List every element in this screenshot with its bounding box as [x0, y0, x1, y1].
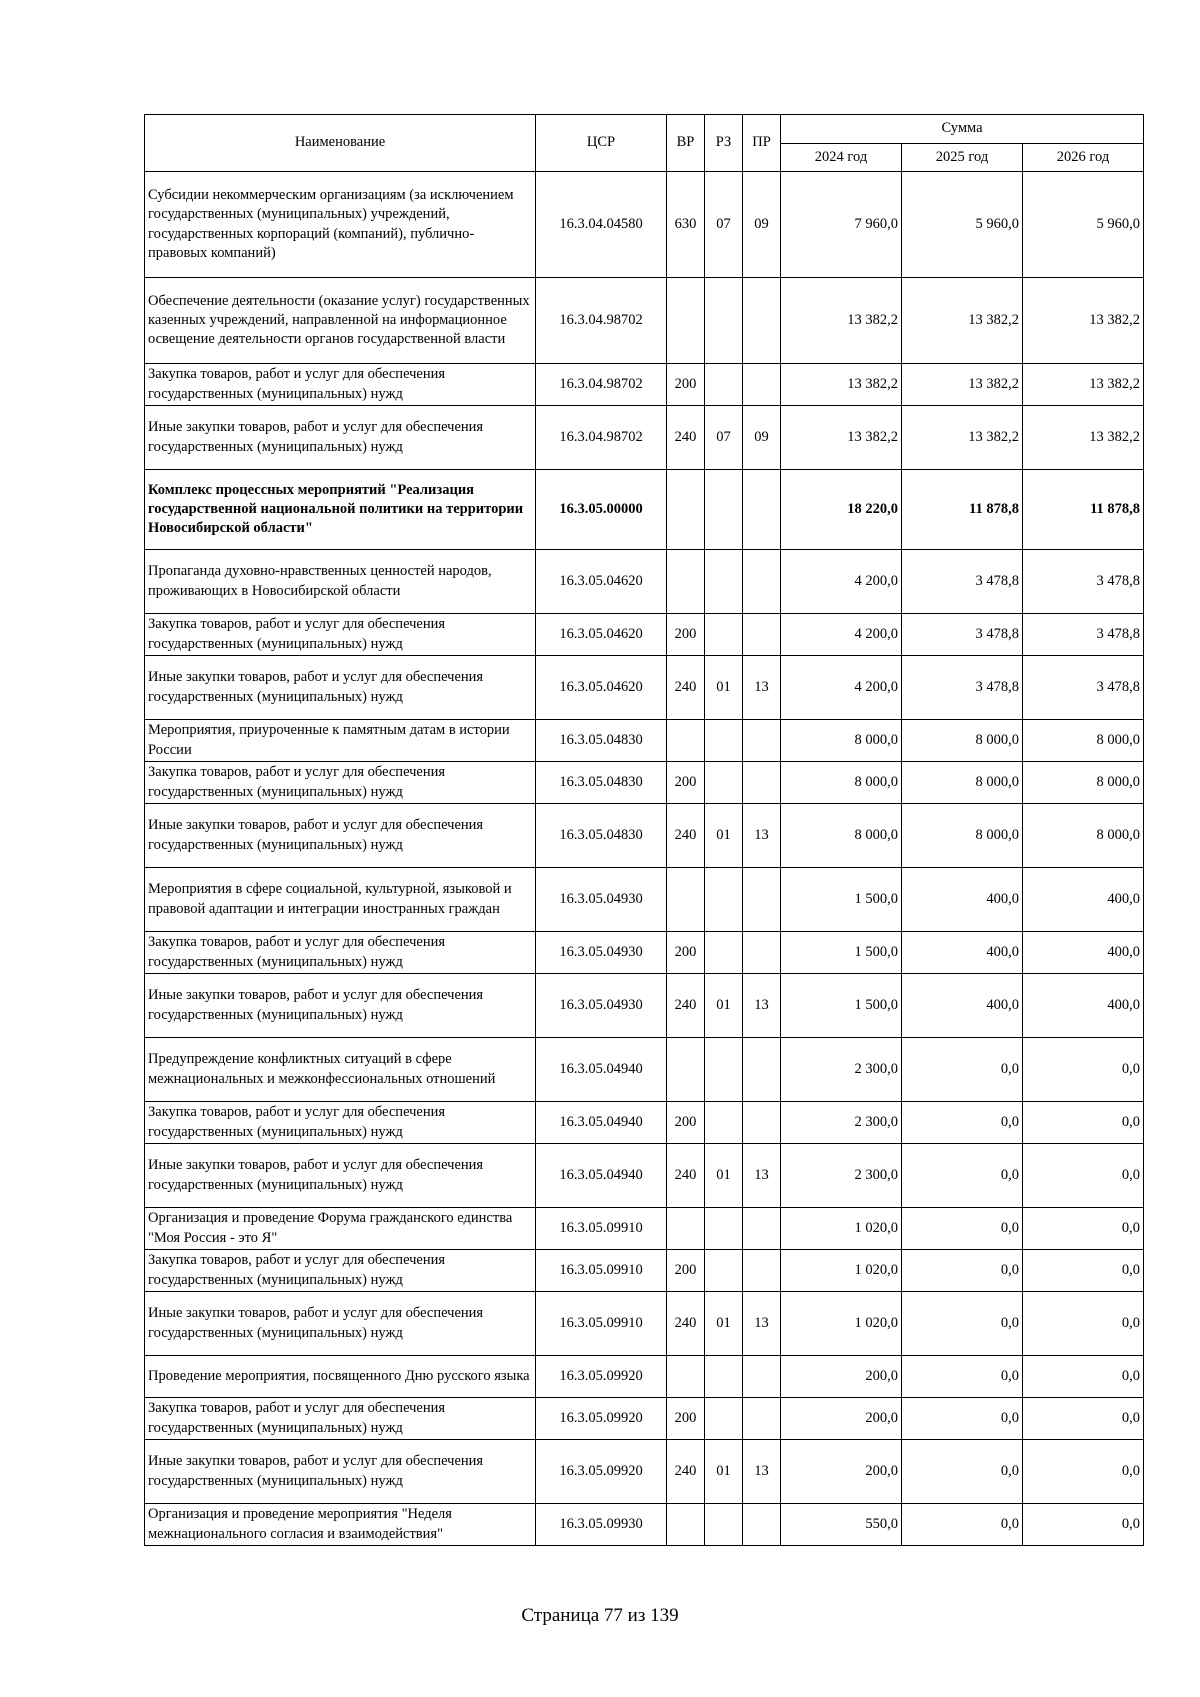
cell-csr: 16.3.05.04930 — [536, 932, 667, 974]
cell-vr: 240 — [667, 1144, 705, 1208]
table-row — [145, 1038, 1144, 1102]
cell-vr — [667, 1038, 705, 1102]
cell-2024: 4 200,0 — [781, 656, 902, 720]
table-row — [145, 762, 1144, 804]
table-row — [145, 1504, 1144, 1546]
cell-vr: 200 — [667, 1102, 705, 1144]
cell-2025: 3 478,8 — [902, 656, 1023, 720]
cell-2024: 1 500,0 — [781, 868, 902, 932]
cell-2025: 0,0 — [902, 1398, 1023, 1440]
cell-2025: 0,0 — [902, 1038, 1023, 1102]
cell-name: Закупка товаров, работ и услуг для обеспечения государственных (муниципальных) нужд — [145, 1102, 536, 1144]
header-2024: 2024 год — [781, 144, 902, 172]
table-row — [145, 278, 1144, 364]
cell-2024: 1 500,0 — [781, 974, 902, 1038]
cell-pr: 13 — [743, 1292, 781, 1356]
header-rz: РЗ — [705, 115, 743, 172]
cell-2026: 0,0 — [1023, 1144, 1144, 1208]
cell-2024: 200,0 — [781, 1398, 902, 1440]
table-row — [145, 932, 1144, 974]
cell-name: Иные закупки товаров, работ и услуг для обеспечения государственных (муниципальных) нужд — [145, 656, 536, 720]
cell-2026: 0,0 — [1023, 1208, 1144, 1250]
cell-2026: 3 478,8 — [1023, 614, 1144, 656]
cell-2026: 400,0 — [1023, 974, 1144, 1038]
table-row — [145, 364, 1144, 406]
cell-2025: 0,0 — [902, 1208, 1023, 1250]
table-row — [145, 720, 1144, 762]
cell-2025: 11 878,8 — [902, 470, 1023, 550]
cell-csr: 16.3.05.04940 — [536, 1038, 667, 1102]
cell-csr: 16.3.05.09920 — [536, 1356, 667, 1398]
cell-2026: 13 382,2 — [1023, 364, 1144, 406]
cell-2024: 8 000,0 — [781, 804, 902, 868]
cell-vr — [667, 720, 705, 762]
cell-2026: 11 878,8 — [1023, 470, 1144, 550]
cell-vr — [667, 550, 705, 614]
cell-csr: 16.3.05.04620 — [536, 614, 667, 656]
cell-2024: 7 960,0 — [781, 172, 902, 278]
table-row — [145, 470, 1144, 550]
cell-pr — [743, 470, 781, 550]
cell-pr — [743, 1504, 781, 1546]
cell-pr — [743, 762, 781, 804]
header-2025: 2025 год — [902, 144, 1023, 172]
cell-name: Иные закупки товаров, работ и услуг для обеспечения государственных (муниципальных) нужд — [145, 406, 536, 470]
cell-2025: 3 478,8 — [902, 614, 1023, 656]
cell-2026: 13 382,2 — [1023, 278, 1144, 364]
table-row — [145, 1440, 1144, 1504]
table-row — [145, 1250, 1144, 1292]
cell-name: Иные закупки товаров, работ и услуг для обеспечения государственных (муниципальных) нужд — [145, 1144, 536, 1208]
cell-csr: 16.3.05.04830 — [536, 804, 667, 868]
cell-pr — [743, 1356, 781, 1398]
cell-2024: 1 020,0 — [781, 1208, 902, 1250]
cell-rz: 01 — [705, 804, 743, 868]
cell-2024: 13 382,2 — [781, 406, 902, 470]
cell-pr — [743, 1208, 781, 1250]
cell-pr — [743, 364, 781, 406]
cell-vr: 200 — [667, 932, 705, 974]
cell-csr: 16.3.05.04830 — [536, 720, 667, 762]
cell-name: Закупка товаров, работ и услуг для обеспечения государственных (муниципальных) нужд — [145, 762, 536, 804]
cell-2025: 13 382,2 — [902, 278, 1023, 364]
cell-2024: 550,0 — [781, 1504, 902, 1546]
cell-csr: 16.3.05.09920 — [536, 1398, 667, 1440]
cell-pr: 13 — [743, 656, 781, 720]
table-row — [145, 868, 1144, 932]
cell-vr: 240 — [667, 974, 705, 1038]
cell-2025: 0,0 — [902, 1440, 1023, 1504]
cell-rz — [705, 470, 743, 550]
cell-pr — [743, 932, 781, 974]
table-row — [145, 1208, 1144, 1250]
header-2026: 2026 год — [1023, 144, 1144, 172]
cell-2024: 2 300,0 — [781, 1102, 902, 1144]
cell-name: Организация и проведение Форума гражданского единства "Моя Россия - это Я" — [145, 1208, 536, 1250]
table-header — [145, 115, 1144, 172]
cell-name: Закупка товаров, работ и услуг для обеспечения государственных (муниципальных) нужд — [145, 1250, 536, 1292]
cell-pr — [743, 1250, 781, 1292]
cell-name: Обеспечение деятельности (оказание услуг) государственных казенных учреждений, направленной на информационное освещение деятельности органов государственной власти — [145, 278, 536, 364]
cell-2026: 3 478,8 — [1023, 550, 1144, 614]
cell-csr: 16.3.04.98702 — [536, 406, 667, 470]
cell-vr: 630 — [667, 172, 705, 278]
cell-name: Иные закупки товаров, работ и услуг для обеспечения государственных (муниципальных) нужд — [145, 1440, 536, 1504]
table-row — [145, 406, 1144, 470]
cell-rz: 07 — [705, 172, 743, 278]
table-row — [145, 614, 1144, 656]
cell-2026: 400,0 — [1023, 868, 1144, 932]
cell-csr: 16.3.05.04830 — [536, 762, 667, 804]
cell-2024: 13 382,2 — [781, 364, 902, 406]
cell-2026: 3 478,8 — [1023, 656, 1144, 720]
cell-vr: 240 — [667, 804, 705, 868]
cell-rz — [705, 1208, 743, 1250]
cell-name: Субсидии некоммерческим организациям (за исключением государственных (муниципальных) учреждений, государственных корпораций (компаний), публично-правовых компаний) — [145, 172, 536, 278]
cell-2026: 8 000,0 — [1023, 762, 1144, 804]
cell-name: Пропаганда духовно-нравственных ценностей народов, проживающих в Новосибирской области — [145, 550, 536, 614]
table-row — [145, 550, 1144, 614]
cell-name: Иные закупки товаров, работ и услуг для обеспечения государственных (муниципальных) нужд — [145, 1292, 536, 1356]
cell-2025: 8 000,0 — [902, 762, 1023, 804]
cell-2026: 5 960,0 — [1023, 172, 1144, 278]
cell-name: Мероприятия в сфере социальной, культурной, языковой и правовой адаптации и интеграции иностранных граждан — [145, 868, 536, 932]
cell-rz — [705, 720, 743, 762]
cell-pr — [743, 550, 781, 614]
header-pr: ПР — [743, 115, 781, 172]
cell-csr: 16.3.05.04930 — [536, 974, 667, 1038]
cell-csr: 16.3.05.09920 — [536, 1440, 667, 1504]
cell-2024: 8 000,0 — [781, 720, 902, 762]
cell-pr — [743, 1038, 781, 1102]
cell-2026: 0,0 — [1023, 1440, 1144, 1504]
cell-2026: 8 000,0 — [1023, 804, 1144, 868]
cell-2025: 0,0 — [902, 1250, 1023, 1292]
cell-2026: 0,0 — [1023, 1398, 1144, 1440]
table-body — [145, 172, 1144, 1546]
header-vr: ВР — [667, 115, 705, 172]
cell-2026: 0,0 — [1023, 1038, 1144, 1102]
table-row — [145, 1102, 1144, 1144]
cell-rz — [705, 1102, 743, 1144]
cell-csr: 16.3.05.04620 — [536, 656, 667, 720]
cell-vr: 240 — [667, 1440, 705, 1504]
cell-2025: 8 000,0 — [902, 720, 1023, 762]
cell-name: Иные закупки товаров, работ и услуг для обеспечения государственных (муниципальных) нужд — [145, 804, 536, 868]
cell-vr: 200 — [667, 614, 705, 656]
cell-2024: 13 382,2 — [781, 278, 902, 364]
table-row — [145, 1398, 1144, 1440]
cell-pr: 13 — [743, 974, 781, 1038]
cell-rz — [705, 868, 743, 932]
cell-name: Комплекс процессных мероприятий "Реализация государственной национальной политики на территории Новосибирской области" — [145, 470, 536, 550]
cell-rz: 01 — [705, 974, 743, 1038]
cell-2026: 0,0 — [1023, 1292, 1144, 1356]
cell-pr: 09 — [743, 172, 781, 278]
cell-2024: 2 300,0 — [781, 1038, 902, 1102]
cell-vr: 240 — [667, 656, 705, 720]
header-sum: Сумма — [781, 115, 1144, 144]
cell-csr: 16.3.05.00000 — [536, 470, 667, 550]
cell-name: Закупка товаров, работ и услуг для обеспечения государственных (муниципальных) нужд — [145, 614, 536, 656]
cell-vr: 200 — [667, 1398, 705, 1440]
cell-rz — [705, 1398, 743, 1440]
cell-2024: 18 220,0 — [781, 470, 902, 550]
cell-csr: 16.3.04.98702 — [536, 278, 667, 364]
cell-2024: 200,0 — [781, 1440, 902, 1504]
cell-name: Закупка товаров, работ и услуг для обеспечения государственных (муниципальных) нужд — [145, 932, 536, 974]
cell-pr: 13 — [743, 804, 781, 868]
cell-csr: 16.3.05.09930 — [536, 1504, 667, 1546]
cell-2024: 1 500,0 — [781, 932, 902, 974]
cell-2026: 0,0 — [1023, 1504, 1144, 1546]
cell-2025: 13 382,2 — [902, 364, 1023, 406]
cell-csr: 16.3.05.04940 — [536, 1102, 667, 1144]
cell-csr: 16.3.05.04940 — [536, 1144, 667, 1208]
cell-2025: 0,0 — [902, 1292, 1023, 1356]
cell-pr: 13 — [743, 1144, 781, 1208]
cell-rz: 07 — [705, 406, 743, 470]
cell-2026: 8 000,0 — [1023, 720, 1144, 762]
table-row — [145, 1292, 1144, 1356]
table-row — [145, 974, 1144, 1038]
cell-name: Закупка товаров, работ и услуг для обеспечения государственных (муниципальных) нужд — [145, 364, 536, 406]
page-number: Страница 77 из 139 — [521, 1605, 679, 1626]
cell-2025: 0,0 — [902, 1102, 1023, 1144]
cell-csr: 16.3.04.04580 — [536, 172, 667, 278]
cell-2024: 4 200,0 — [781, 550, 902, 614]
table-row — [145, 1144, 1144, 1208]
cell-rz — [705, 364, 743, 406]
cell-pr: 09 — [743, 406, 781, 470]
cell-vr — [667, 1356, 705, 1398]
table-row — [145, 656, 1144, 720]
cell-2026: 400,0 — [1023, 932, 1144, 974]
cell-rz: 01 — [705, 1440, 743, 1504]
cell-vr: 200 — [667, 1250, 705, 1292]
cell-rz — [705, 550, 743, 614]
cell-2024: 1 020,0 — [781, 1250, 902, 1292]
cell-csr: 16.3.05.09910 — [536, 1292, 667, 1356]
cell-2024: 4 200,0 — [781, 614, 902, 656]
cell-pr — [743, 278, 781, 364]
cell-2026: 13 382,2 — [1023, 406, 1144, 470]
cell-2024: 200,0 — [781, 1356, 902, 1398]
cell-vr — [667, 470, 705, 550]
cell-name: Мероприятия, приуроченные к памятным датам в истории России — [145, 720, 536, 762]
cell-2025: 5 960,0 — [902, 172, 1023, 278]
cell-rz — [705, 1250, 743, 1292]
cell-pr — [743, 1398, 781, 1440]
cell-rz: 01 — [705, 656, 743, 720]
cell-vr: 200 — [667, 364, 705, 406]
cell-vr: 200 — [667, 762, 705, 804]
cell-csr: 16.3.05.04930 — [536, 868, 667, 932]
cell-rz: 01 — [705, 1144, 743, 1208]
cell-rz — [705, 932, 743, 974]
cell-2024: 8 000,0 — [781, 762, 902, 804]
cell-rz — [705, 614, 743, 656]
cell-pr: 13 — [743, 1440, 781, 1504]
cell-rz — [705, 278, 743, 364]
cell-rz — [705, 762, 743, 804]
budget-table — [144, 114, 1144, 1546]
cell-pr — [743, 868, 781, 932]
cell-vr — [667, 1504, 705, 1546]
cell-name: Проведение мероприятия, посвященного Дню русского языка — [145, 1356, 536, 1398]
cell-2025: 400,0 — [902, 932, 1023, 974]
cell-2026: 0,0 — [1023, 1102, 1144, 1144]
cell-rz — [705, 1356, 743, 1398]
cell-vr — [667, 278, 705, 364]
cell-pr — [743, 720, 781, 762]
cell-name: Иные закупки товаров, работ и услуг для обеспечения государственных (муниципальных) нужд — [145, 974, 536, 1038]
header-name: Наименование — [145, 115, 536, 172]
cell-2025: 400,0 — [902, 974, 1023, 1038]
header-csr: ЦСР — [536, 115, 667, 172]
cell-name: Организация и проведение мероприятия "Неделя межнационального согласия и взаимодействия" — [145, 1504, 536, 1546]
cell-2025: 0,0 — [902, 1356, 1023, 1398]
cell-csr: 16.3.05.09910 — [536, 1250, 667, 1292]
table-row — [145, 1356, 1144, 1398]
cell-vr — [667, 1208, 705, 1250]
cell-2025: 8 000,0 — [902, 804, 1023, 868]
cell-2025: 0,0 — [902, 1144, 1023, 1208]
cell-2024: 2 300,0 — [781, 1144, 902, 1208]
cell-vr: 240 — [667, 1292, 705, 1356]
cell-rz: 01 — [705, 1292, 743, 1356]
cell-2026: 0,0 — [1023, 1250, 1144, 1292]
cell-csr: 16.3.05.09910 — [536, 1208, 667, 1250]
cell-name: Закупка товаров, работ и услуг для обеспечения государственных (муниципальных) нужд — [145, 1398, 536, 1440]
cell-rz — [705, 1038, 743, 1102]
cell-vr — [667, 868, 705, 932]
cell-vr: 240 — [667, 406, 705, 470]
cell-2025: 0,0 — [902, 1504, 1023, 1546]
table-row — [145, 172, 1144, 278]
cell-2026: 0,0 — [1023, 1356, 1144, 1398]
cell-2025: 3 478,8 — [902, 550, 1023, 614]
table-row — [145, 804, 1144, 868]
cell-name: Предупреждение конфликтных ситуаций в сфере межнациональных и межконфессиональных отношений — [145, 1038, 536, 1102]
cell-2024: 1 020,0 — [781, 1292, 902, 1356]
cell-rz — [705, 1504, 743, 1546]
cell-2025: 400,0 — [902, 868, 1023, 932]
cell-pr — [743, 614, 781, 656]
cell-csr: 16.3.04.98702 — [536, 364, 667, 406]
cell-pr — [743, 1102, 781, 1144]
cell-csr: 16.3.05.04620 — [536, 550, 667, 614]
cell-2025: 13 382,2 — [902, 406, 1023, 470]
